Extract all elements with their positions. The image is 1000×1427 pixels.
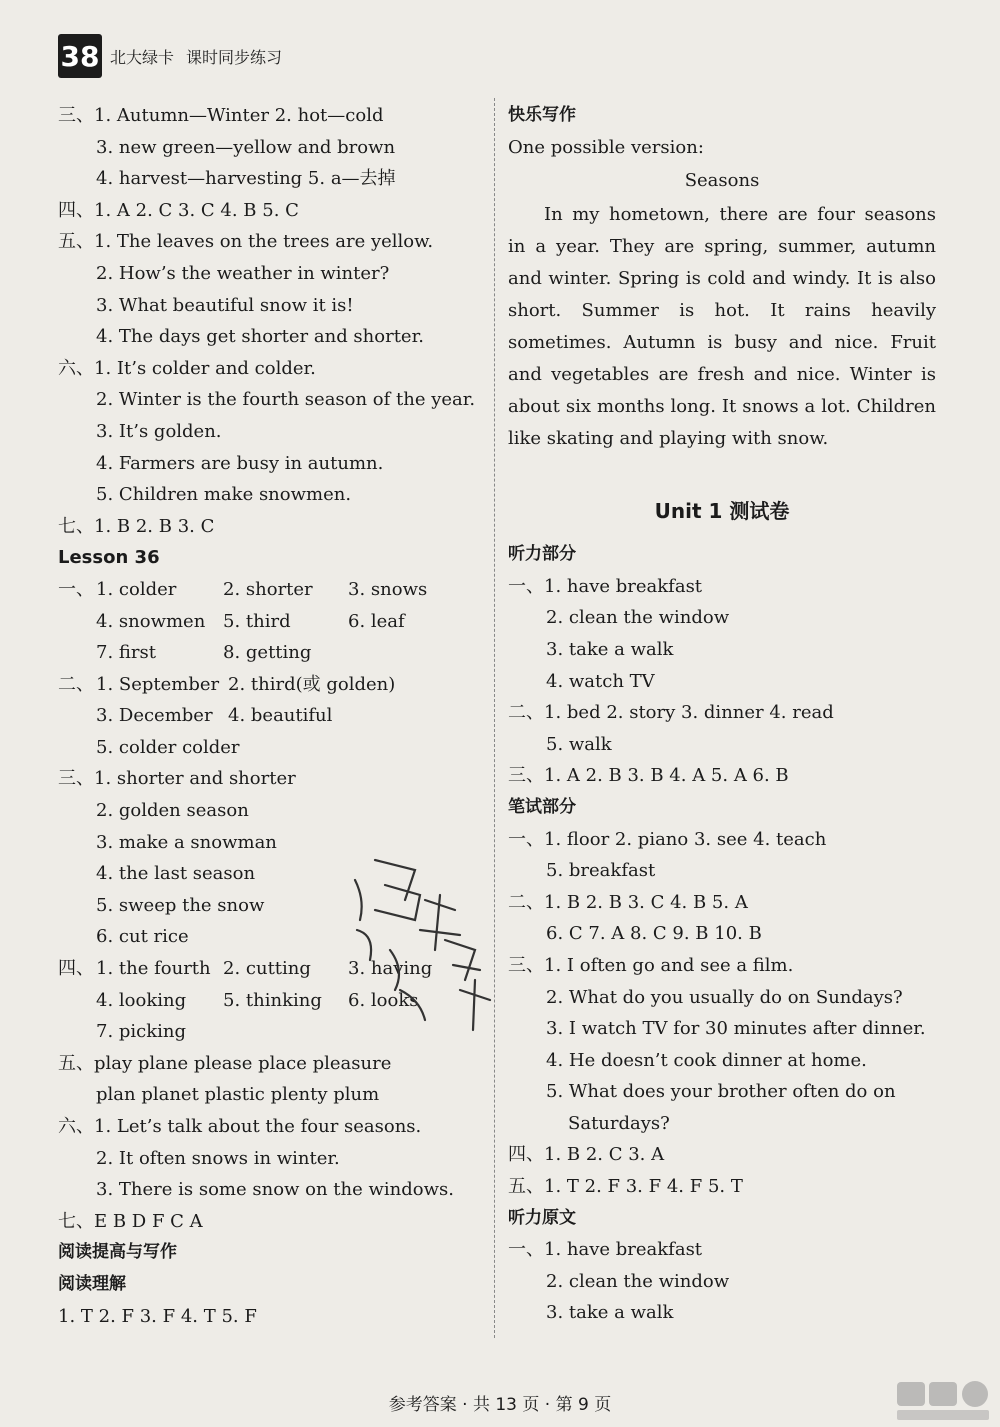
- essay-body: In my hometown, there are four seasons in a year. They are spring, summer, autumn and winter. Spring is cold and windy. It is also short. Summer is hot. It rains heavily sometimes. Autumn is busy and nice. Fruit and vegetables are fresh and nice. Winter is about six months long. It snows a lot. Children like skating and playing with snow.: [508, 204, 936, 450]
- answer-line: 4. He doesn’t cook dinner at home.: [546, 1049, 867, 1071]
- unit-title: Unit 1 测试卷: [654, 499, 790, 524]
- answer-line: 1. B 2. B 3. C: [94, 515, 215, 537]
- page-number-badge: 38: [58, 34, 102, 78]
- answer-line: 1. A 2. B 3. B 4. A 5. A 6. B: [544, 765, 789, 787]
- right-column: 快乐写作 One possible version: Seasons In my hometown, there are four seasons in a year. They are spring, summer, autumn and winter. Spring is cold and windy. It is also short. Summer is hot. It rains heavily sometimes. Autumn is busy and nice. Fruit and vegetables are fresh and nice. Winter is about six months long. It snows a lot. Children like skating and playing with snow. Unit 1 测试卷 听力部分 一、1. have breakfast 2. clean the window 3. take a walk 4. watch TV 二、1. bed 2. story 3. dinner 4. read 5. walk 三、1. A 2. B 3. B 4. A 5. A 6. B 笔试部分 一、1. floor 2. piano 3. see 4. teach 5. breakfast 二、1. B 2. B 3. C 4. B 5. A 6. C 7. A 8. C 9. B 10. B 三、1. I often go and see a film. 2. What do you usually do on Sundays? 3. I watch TV for 30 minutes after dinner. 4. He doesn’t cook dinner at home. 5. What does your brother often do on Saturdays? 四、1. B 2. C 3. A 五、1. T 2. F 3. F 4. F 5. T 听力原文 一、1. have breakfast 2. clean the window 3. take a walk: [508, 100, 936, 1329]
- book-subtitle: 课时同步练习: [186, 47, 283, 67]
- answer-line: 1. A 2. C 3. C 4. B 5. C: [94, 199, 299, 221]
- answer-line: 6. C 7. A 8. C 9. B 10. B: [546, 923, 762, 945]
- answer-line: 5. breakfast: [546, 860, 656, 882]
- answer-line: 3. take a walk: [546, 1302, 674, 1324]
- answer-line: play plane please place pleasure: [94, 1052, 392, 1074]
- answer-line: 2. How’s the weather in winter?: [96, 262, 390, 284]
- answer-line: 1. It’s colder and colder.: [94, 357, 316, 379]
- answer-line: Saturdays?: [568, 1112, 670, 1134]
- answer-line: 1. B 2. B 3. C 4. B 5. A: [544, 891, 748, 913]
- answer-line: E B D F C A: [94, 1210, 203, 1232]
- section-heading: 阅读提高与写作: [58, 1242, 177, 1263]
- answer-line: 1. B 2. C 3. A: [544, 1144, 665, 1166]
- answer-line: 1. have breakfast: [544, 575, 703, 597]
- essay-title: Seasons: [684, 170, 760, 192]
- page-header: [58, 34, 282, 78]
- answer-line: 1. T 2. F 3. F 4. F 5. T: [544, 1176, 743, 1198]
- answer-line: 1. I often go and see a film.: [544, 954, 794, 976]
- answer-line: 1. have breakfast: [544, 1239, 703, 1261]
- answer-line: 3. What beautiful snow it is!: [96, 294, 354, 316]
- section-subheading: 阅读理解: [58, 1273, 126, 1294]
- section-heading: 听力部分: [508, 544, 576, 565]
- section-heading: 快乐写作: [508, 105, 576, 125]
- answer-line: 5. Children make snowmen.: [96, 484, 352, 506]
- answer-line: 3. There is some snow on the windows.: [96, 1179, 454, 1201]
- answer-line: 3. take a walk: [546, 638, 674, 660]
- answer-line: 1. Let’s talk about the four seasons.: [94, 1116, 422, 1137]
- answer-line: 1. T 2. F 3. F 4. T 5. F: [58, 1305, 257, 1327]
- answer-line: 2. It often snows in winter.: [96, 1147, 340, 1169]
- answer-line: 4. the last season: [96, 863, 256, 885]
- answer-line: 1. The leaves on the trees are yellow.: [94, 231, 434, 253]
- answer-line: 1. floor 2. piano 3. see 4. teach: [544, 828, 827, 850]
- answer-line: plan planet plastic plenty plum: [96, 1084, 380, 1106]
- page-footer: 参考答案 · 共 13 页 · 第 9 页: [388, 1395, 612, 1415]
- answer-line: 2. golden season: [96, 800, 249, 822]
- answer-line: 3. make a snowman: [96, 831, 277, 853]
- answer-line: 1. shorter and shorter: [94, 768, 296, 790]
- answer-line: 6. cut rice: [96, 926, 189, 948]
- answer-line: 4. The days get shorter and shorter.: [96, 326, 424, 348]
- answer-line: 2. What do you usually do on Sundays?: [546, 986, 903, 1008]
- version-label: One possible version:: [508, 136, 704, 158]
- answer-line: 3. I watch TV for 30 minutes after dinner.: [546, 1018, 926, 1040]
- answer-line: 1. Autumn—Winter 2. hot—cold: [94, 105, 384, 126]
- handwritten-stamp: [345, 840, 505, 1040]
- section-heading: 听力原文: [508, 1207, 576, 1228]
- answer-line: 3. new green—yellow and brown: [96, 136, 396, 158]
- answer-line: 2. clean the window: [546, 1270, 730, 1292]
- column-divider: [494, 98, 495, 1338]
- answer-line: 4. watch TV: [546, 670, 655, 692]
- answer-line: 4. harvest—harvesting 5. a—去掉: [96, 168, 396, 190]
- answer-line: 5. sweep the snow: [96, 894, 265, 916]
- answer-line: 3. It’s golden.: [96, 420, 222, 442]
- section-heading: 笔试部分: [508, 796, 576, 817]
- answer-line: 5. walk: [546, 733, 612, 755]
- left-column: 三、1. Autumn—Winter 2. hot—cold 3. new green—yellow and brown 4. harvest—harvesting 5. a—去掉 四、1. A 2. C 3. C 4. B 5. C 五、1. The leaves on the trees are yellow. 2. How’s the weather in winter? 3. What beautiful snow it is! 4. The days get shorter and shorter. 六、1. It’s colder and colder. 2. Winter is the fourth season of the year. 3. It’s golden. 4. Farmers are busy in autumn. 5. Children make snowmen. 七、1. B 2. B 3. C Lesson 36 一、 1. colder 2. shorter 3. snows 4. snowmen 5. third 6. leaf 7. first 8. getting 二、 1. September 2. third(或 golden) 3. December 4. beautiful 5. colder colder 三、1. shorter and shorter 2. golden season 3. make a snowman 4. the last season 5. sweep the snow 6. cut rice 四、 1. the fourth 2. cutting 3. having 4. looking 5. thinking 6. looks 7. picking 五、play plane please place pleasure plan planet plastic plenty plum 六、1. Let’s talk about the four seasons. 2. It often snows in winter. 3. There is some snow on the windows. 七、E B D F C A 阅读提高与写作 阅读理解 1. T 2. F 3. F 4. T 5. F: [58, 100, 478, 1332]
- answer-line: 5. What does your brother often do on: [546, 1081, 896, 1103]
- answer-line: 2. Winter is the fourth season of the year.: [96, 389, 476, 411]
- answer-line: 1. bed 2. story 3. dinner 4. read: [544, 702, 834, 724]
- answer-line: 2. clean the window: [546, 607, 730, 629]
- brand-name: 北大绿卡: [110, 47, 175, 67]
- lesson-title: Lesson 36: [58, 547, 160, 569]
- answer-line: 4. Farmers are busy in autumn.: [96, 452, 384, 474]
